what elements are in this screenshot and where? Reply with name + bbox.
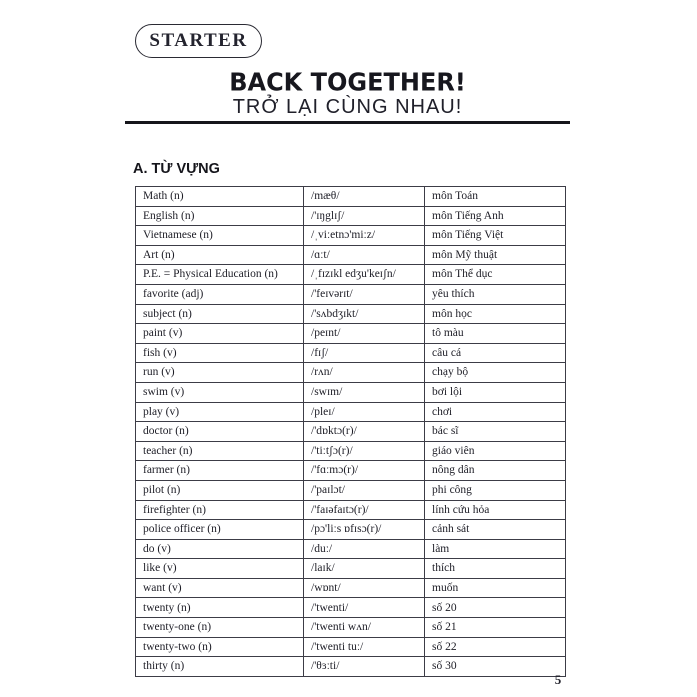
cell-meaning: bác sĩ — [425, 422, 566, 442]
cell-meaning: tô màu — [425, 324, 566, 344]
cell-meaning: môn Thể dục — [425, 265, 566, 285]
cell-word: want (v) — [136, 578, 304, 598]
cell-word: twenty-two (n) — [136, 637, 304, 657]
table-row — [136, 559, 566, 579]
table-row — [136, 461, 566, 481]
cell-meaning: môn học — [425, 304, 566, 324]
cell-word: firefighter (n) — [136, 500, 304, 520]
cell-meaning: làm — [425, 539, 566, 559]
cell-word: Art (n) — [136, 245, 304, 265]
starter-badge — [135, 24, 262, 58]
cell-meaning: giáo viên — [425, 441, 566, 461]
table-row — [136, 637, 566, 657]
cell-ipa: /'feɪvərɪt/ — [304, 284, 425, 304]
cell-ipa: /mæθ/ — [304, 187, 425, 207]
cell-meaning: lính cứu hỏa — [425, 500, 566, 520]
cell-ipa: /'sʌbdʒɪkt/ — [304, 304, 425, 324]
cell-meaning: số 22 — [425, 637, 566, 657]
cell-word: English (n) — [136, 206, 304, 226]
table-row — [136, 265, 566, 285]
cell-meaning: nông dân — [425, 461, 566, 481]
section-heading-vocabulary: A. TỪ VỰNG — [133, 161, 220, 177]
cell-ipa: /pleɪ/ — [304, 402, 425, 422]
table-row — [136, 343, 566, 363]
cell-word: teacher (n) — [136, 441, 304, 461]
page-number: 5 — [554, 672, 562, 687]
page-subtitle: TRỞ LẠI CÙNG NHAU! — [232, 96, 463, 118]
header-divider — [125, 121, 570, 124]
cell-word: thirty (n) — [136, 657, 304, 677]
cell-word: play (v) — [136, 402, 304, 422]
cell-meaning: số 20 — [425, 598, 566, 618]
cell-ipa: /'ɪŋglɪʃ/ — [304, 206, 425, 226]
cell-meaning: số 30 — [425, 657, 566, 677]
cell-word: doctor (n) — [136, 422, 304, 442]
cell-ipa: /'dɒktɔ(r)/ — [304, 422, 425, 442]
cell-ipa: /'paɪlɔt/ — [304, 480, 425, 500]
cell-meaning: môn Toán — [425, 187, 566, 207]
cell-ipa: /'faɪəfaɪtɔ(r)/ — [304, 500, 425, 520]
table-row — [136, 618, 566, 638]
table-row — [136, 402, 566, 422]
cell-word: run (v) — [136, 363, 304, 383]
cell-ipa: /'twenti wʌn/ — [304, 618, 425, 638]
table-row — [136, 441, 566, 461]
cell-ipa: /'twenti/ — [304, 598, 425, 618]
cell-ipa: /swɪm/ — [304, 382, 425, 402]
cell-meaning: cảnh sát — [425, 520, 566, 540]
cell-meaning: số 21 — [425, 618, 566, 638]
table-row — [136, 480, 566, 500]
table-row — [136, 206, 566, 226]
cell-meaning: bơi lội — [425, 382, 566, 402]
cell-ipa: /'twenti tuː/ — [304, 637, 425, 657]
cell-word: favorite (adj) — [136, 284, 304, 304]
cell-ipa: /laɪk/ — [304, 559, 425, 579]
cell-word: Math (n) — [136, 187, 304, 207]
cell-ipa: /ɑːt/ — [304, 245, 425, 265]
cell-word: do (v) — [136, 539, 304, 559]
cell-ipa: /'fɑːmɔ(r)/ — [304, 461, 425, 481]
cell-word: like (v) — [136, 559, 304, 579]
cell-meaning: yêu thích — [425, 284, 566, 304]
cell-ipa: /duː/ — [304, 539, 425, 559]
cell-meaning: phi công — [425, 480, 566, 500]
cell-word: subject (n) — [136, 304, 304, 324]
cell-ipa: /fɪʃ/ — [304, 343, 425, 363]
cell-word: twenty-one (n) — [136, 618, 304, 638]
cell-word: P.E. = Physical Education (n) — [136, 265, 304, 285]
cell-ipa: /ˌviːetnɔ'miːz/ — [304, 226, 425, 246]
cell-meaning: muốn — [425, 578, 566, 598]
table-row — [136, 578, 566, 598]
table-row — [136, 539, 566, 559]
cell-ipa: /pɔ'liːs ɒfɪsɔ(r)/ — [304, 520, 425, 540]
table-row — [136, 363, 566, 383]
page-title: BACK TOGETHER! — [229, 67, 466, 97]
table-row — [136, 304, 566, 324]
cell-meaning: câu cá — [425, 343, 566, 363]
cell-meaning: chơi — [425, 402, 566, 422]
cell-ipa: /'θɜːti/ — [304, 657, 425, 677]
cell-word: farmer (n) — [136, 461, 304, 481]
cell-meaning: thích — [425, 559, 566, 579]
table-row — [136, 226, 566, 246]
cell-ipa: /rʌn/ — [304, 363, 425, 383]
cell-word: fish (v) — [136, 343, 304, 363]
cell-word: paint (v) — [136, 324, 304, 344]
table-row — [136, 598, 566, 618]
starter-badge-label: STARTER — [149, 30, 248, 51]
table-row — [136, 324, 566, 344]
cell-word: police officer (n) — [136, 520, 304, 540]
cell-word: swim (v) — [136, 382, 304, 402]
cell-ipa: /wɒnt/ — [304, 578, 425, 598]
cell-ipa: /ˌfɪzɪkl edʒu'keɪʃn/ — [304, 265, 425, 285]
table-row — [136, 187, 566, 207]
cell-word: Vietnamese (n) — [136, 226, 304, 246]
table-row — [136, 500, 566, 520]
vocab-table — [135, 186, 566, 677]
cell-word: twenty (n) — [136, 598, 304, 618]
cell-meaning: chạy bộ — [425, 363, 566, 383]
cell-meaning: môn Mỹ thuật — [425, 245, 566, 265]
table-row — [136, 245, 566, 265]
table-row — [136, 657, 566, 677]
cell-word: pilot (n) — [136, 480, 304, 500]
table-row — [136, 284, 566, 304]
cell-ipa: /peɪnt/ — [304, 324, 425, 344]
table-row — [136, 382, 566, 402]
cell-ipa: /'tiːtʃɔ(r)/ — [304, 441, 425, 461]
table-row — [136, 422, 566, 442]
cell-meaning: môn Tiếng Việt — [425, 226, 566, 246]
table-row — [136, 520, 566, 540]
cell-meaning: môn Tiếng Anh — [425, 206, 566, 226]
